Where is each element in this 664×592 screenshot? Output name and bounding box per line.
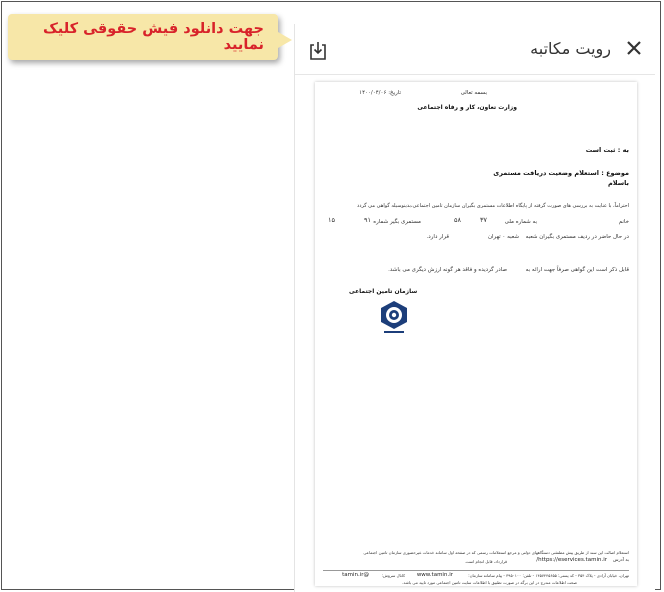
doc-date: تاریخ: ۱۴۰۰/۰۴/۰۶	[359, 90, 401, 96]
tooltip-arrow	[278, 32, 292, 48]
doc-footer-website: www.tamin.ir	[416, 572, 453, 578]
doc-p3-a: در حال حاضر در ردیف مستمری بگیران شعبه	[525, 234, 629, 240]
doc-p2-c: ۳۷	[480, 216, 487, 224]
doc-p3-c: قرار دارد.	[426, 234, 449, 240]
close-button[interactable]	[625, 39, 643, 57]
doc-greeting: باسلام	[608, 179, 629, 187]
doc-footer-soroush: @tamin.ir	[342, 572, 369, 578]
panel-title: رویت مکاتبه	[530, 39, 611, 58]
doc-p2-e: مستمری بگیر شماره	[373, 219, 421, 225]
doc-p2-b: به شماره ملی	[504, 219, 537, 225]
download-icon	[307, 40, 329, 62]
close-icon	[625, 39, 643, 57]
panel-header	[295, 24, 655, 75]
doc-footer-divider	[323, 570, 629, 571]
doc-p2-d: ۵۸	[454, 216, 461, 224]
letter-document	[315, 82, 637, 586]
download-hint-tooltip	[8, 14, 278, 60]
doc-footer-3-b: کانال سروش:	[381, 573, 405, 578]
doc-footer-4: صحت اطلاعات مندرج در این برگه در صورت تطبیق با اطلاعات سایت تامین اجتماعی مورد تایید می باشد.	[402, 580, 577, 585]
doc-recipient: به : ثبت است	[585, 146, 629, 154]
doc-p4-a: قابل ذکر است این گواهی صرفاً جهت ارائه به	[525, 267, 629, 273]
doc-subject: موضوع : استعلام وضعیت دریافت مستمری	[493, 169, 629, 177]
doc-paragraph-1: احتراماً، با عنایت به بررسی های صورت گرفته از پایگاه اطلاعات مستمری بگیران سازمان تامین اجتماعی،بدینوسیله گواهی می گردد	[356, 203, 629, 209]
doc-footer-url: https://eservices.tamin.ir/	[536, 557, 607, 563]
doc-org-name: سازمان تامین اجتماعی	[349, 288, 418, 295]
tamin-logo	[369, 300, 409, 350]
doc-p2-g: ۱۵	[328, 216, 335, 224]
download-button[interactable]	[307, 40, 329, 62]
tooltip-text: جهت دانلود فیش حقوقی کلیک نمایید	[42, 21, 264, 53]
doc-p2-a: خانم	[618, 219, 629, 225]
doc-p3-b: شعبه ۰ تهران	[487, 234, 519, 240]
doc-footer-2-a: به آدرس	[612, 558, 629, 563]
letter-viewer-panel	[294, 24, 655, 592]
doc-p2-f: ۹۱	[364, 216, 371, 224]
doc-footer-1: استعلام اصالت این سند از طریق پیش مطمئنی دستگاههای دولتی و مرجع استعلامات رسمی که در صفحه اول سامانه خدمات غیرحضوری سازمان تامین اجتماعی	[363, 550, 629, 555]
doc-footer-3-a: تهران، خیابان آزادی - پلاک ۳۵۴ - کد پستی: ۱۴۵۷۴۴۵۶۵۵ - تلفن: ۳۹۵۰۱۰۰ - پیام سامانه سازمان:	[468, 573, 629, 578]
doc-ministry: وزارت تعاون، کار و رفاه اجتماعی	[417, 104, 517, 111]
doc-footer-2-b: قرارداد، قابل انجام است.	[464, 559, 507, 564]
doc-header-center: بسمه تعالی	[460, 90, 487, 96]
doc-p4-b: صادر گردیده و فاقد هر گونه ارزش دیگری می باشد.	[388, 267, 507, 273]
